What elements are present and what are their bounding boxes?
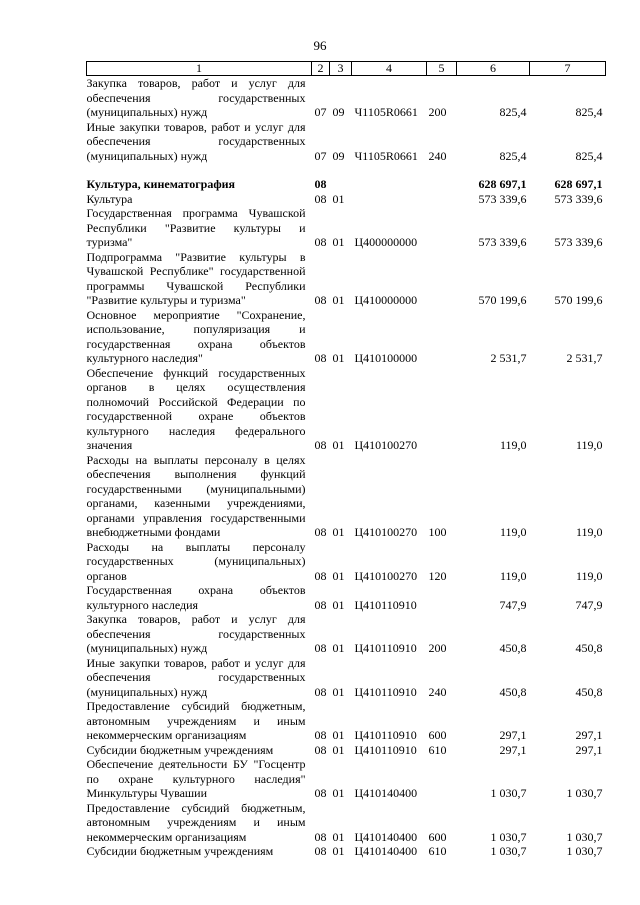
table-row — [87, 192, 606, 207]
column-header: 7 — [530, 62, 606, 76]
target-article-cell: Ц410140400 — [354, 844, 418, 858]
table-row — [87, 366, 606, 453]
amount-cell: 450,8 — [575, 684, 603, 699]
subsection-code-cell: 01 — [332, 728, 345, 742]
row-name-cell: Расходы на выплаты персоналу государственных (муниципальных) органов — [86, 539, 306, 583]
table-row — [87, 453, 606, 540]
row-name-cell: Государственная охрана объектов культурного наследия — [86, 583, 306, 612]
amount-cell: 119,0 — [575, 568, 603, 583]
subsection-code-cell: 01 — [332, 191, 345, 206]
subsection-code-cell: 01 — [332, 597, 345, 612]
column-header: 5 — [427, 62, 457, 76]
expense-type-cell — [427, 177, 457, 192]
subsection-code-cell: 09 — [332, 148, 345, 163]
table-row — [87, 656, 606, 700]
row-name-cell: Государственная программа Чувашской Республики "Развитие культуры и туризма" — [86, 206, 306, 249]
spacer-row — [87, 163, 606, 177]
amount-cell: 1 030,7 — [490, 786, 527, 800]
column-header: 3 — [330, 62, 352, 76]
amount-cell: 573 339,6 — [478, 191, 527, 206]
expense-type-cell — [427, 192, 457, 207]
expense-type-cell: 610 — [428, 742, 447, 757]
subsection-code-cell: 01 — [332, 742, 345, 757]
amount-cell: 297,1 — [499, 742, 527, 757]
amount-cell: 297,1 — [499, 728, 527, 742]
section-code-cell: 08 — [314, 293, 327, 307]
table-row — [87, 801, 606, 845]
table-row — [87, 250, 606, 308]
section-code-cell: 08 — [314, 728, 327, 742]
amount-cell: 119,0 — [575, 438, 603, 452]
section-code-cell: 08 — [314, 235, 327, 249]
amount-cell: 1 030,7 — [566, 844, 603, 858]
subsection-code-cell — [330, 177, 352, 192]
target-article-cell: Ч1105R0661 — [354, 105, 418, 119]
row-name-cell: Субсидии бюджетным учреждениям — [86, 742, 274, 757]
target-article-cell: Ц410110910 — [354, 641, 417, 655]
expense-type-cell: 240 — [428, 684, 447, 699]
amount-cell: 628 697,1 — [478, 177, 527, 191]
section-code-cell: 08 — [314, 742, 327, 757]
subsection-code-cell: 01 — [332, 351, 345, 365]
expense-type-cell: 200 — [428, 641, 447, 655]
expense-type-cell: 240 — [428, 148, 447, 163]
row-name-cell: Иные закупки товаров, работ и услуг для обеспечения государственных (муниципальных) нужд — [86, 119, 306, 163]
table-row — [87, 583, 606, 612]
target-article-cell: Ц410100270 — [354, 568, 418, 583]
section-code-cell: 08 — [314, 351, 327, 365]
table-body — [87, 76, 606, 859]
expense-type-cell: 120 — [428, 568, 447, 583]
table-row — [87, 308, 606, 366]
amount-cell: 1 030,7 — [566, 829, 603, 844]
amount-cell: 570 199,6 — [478, 293, 527, 307]
section-code-cell: 08 — [314, 525, 327, 539]
target-article-cell: Ц410100270 — [354, 438, 418, 452]
subsection-code-cell: 01 — [332, 786, 345, 800]
amount-cell: 2 531,7 — [566, 351, 603, 365]
page-number: 96 — [313, 38, 327, 53]
expense-type-cell: 100 — [428, 525, 447, 539]
amount-cell: 2 531,7 — [490, 351, 527, 365]
subsection-code-cell: 01 — [332, 525, 345, 539]
amount-cell: 825,4 — [499, 105, 527, 119]
section-code-cell: 08 — [314, 829, 327, 844]
subsection-code-cell: 01 — [332, 293, 345, 307]
row-name-cell: Закупка товаров, работ и услуг для обеспечения государственных (муниципальных) нужд — [86, 76, 306, 119]
table-row — [87, 120, 606, 164]
section-code-cell: 08 — [314, 641, 327, 655]
section-code-cell: 08 — [314, 568, 327, 583]
amount-cell: 119,0 — [499, 568, 527, 583]
target-article-cell: Ц410140400 — [354, 786, 418, 800]
amount-cell: 1 030,7 — [490, 844, 527, 858]
amount-cell: 570 199,6 — [554, 293, 603, 307]
target-article-cell: Ц410110910 — [354, 684, 417, 699]
subsection-code-cell: 01 — [332, 684, 345, 699]
row-name-cell: Иные закупки товаров, работ и услуг для обеспечения государственных (муниципальных) нужд — [86, 655, 306, 699]
amount-cell: 119,0 — [499, 525, 527, 539]
row-name-cell: Предоставление субсидий бюджетным, автономным учреждениям и иным некоммерческим организациям — [86, 699, 306, 742]
row-name-cell: Закупка товаров, работ и услуг для обеспечения государственных (муниципальных) нужд — [86, 612, 306, 655]
subsection-code-cell: 01 — [332, 235, 345, 249]
amount-cell: 297,1 — [575, 742, 603, 757]
row-name-cell: Обеспечение функций государственных органов в целях осуществления полномочий Российской Федерации по государственной охране объектов культурного наследия федерального значения — [86, 365, 306, 452]
row-name-cell: Субсидии бюджетным учреждениям — [86, 844, 274, 858]
section-code-cell: 08 — [314, 597, 327, 612]
column-header: 4 — [352, 62, 427, 76]
amount-cell: 573 339,6 — [478, 235, 527, 249]
amount-cell: 450,8 — [499, 684, 527, 699]
table-row — [87, 76, 606, 120]
target-article-cell — [352, 192, 427, 207]
column-header: 1 — [87, 62, 312, 76]
table-row — [87, 177, 606, 192]
expense-type-cell — [427, 583, 457, 612]
expense-type-cell: 200 — [428, 105, 447, 119]
row-name-cell: Расходы на выплаты персоналу в целях обеспечения выполнения функций государственными (муниципальными) органами, казенными учреждениями, органами управления государственными внебюджетными фондами — [86, 452, 306, 539]
table-row — [87, 844, 606, 859]
section-code-cell: 08 — [314, 191, 327, 206]
row-name-cell: Предоставление субсидий бюджетным, автономным учреждениям и иным некоммерческим организациям — [86, 800, 306, 844]
section-code-cell: 07 — [314, 148, 327, 163]
expense-type-cell — [427, 757, 457, 801]
table-row — [87, 757, 606, 801]
section-code-cell: 08 — [314, 786, 327, 800]
target-article-cell — [352, 177, 427, 192]
amount-cell: 825,4 — [575, 148, 603, 163]
expense-type-cell: 600 — [428, 728, 447, 742]
expense-type-cell — [427, 206, 457, 250]
amount-cell: 747,9 — [575, 597, 603, 612]
target-article-cell: Ц400000000 — [354, 235, 418, 249]
amount-cell: 119,0 — [499, 438, 527, 452]
amount-cell: 628 697,1 — [554, 177, 603, 191]
target-article-cell: Ц410100000 — [354, 351, 418, 365]
subsection-code-cell: 01 — [332, 438, 345, 452]
amount-cell: 297,1 — [575, 728, 603, 742]
row-name-cell: Культура, кинематография — [86, 177, 236, 191]
row-name-cell: Обеспечение деятельности БУ "Госцентр по охране культурного наследия" Минкультуры Чувашии — [86, 757, 306, 800]
amount-cell: 119,0 — [575, 525, 603, 539]
table-row — [87, 540, 606, 584]
section-code-cell: 08 — [314, 684, 327, 699]
column-header: 6 — [457, 62, 530, 76]
section-code-cell: 08 — [314, 844, 327, 858]
expense-type-cell: 610 — [428, 844, 447, 858]
target-article-cell: Ч1105R0661 — [354, 148, 418, 163]
expense-type-cell — [427, 366, 457, 453]
target-article-cell: Ц410110910 — [354, 728, 417, 742]
subsection-code-cell: 01 — [332, 641, 345, 655]
target-article-cell: Ц410000000 — [354, 293, 418, 307]
subsection-code-cell: 09 — [332, 105, 345, 119]
subsection-code-cell: 01 — [332, 568, 345, 583]
column-header: 2 — [312, 62, 330, 76]
table-row — [87, 743, 606, 758]
expense-type-cell: 600 — [428, 829, 447, 844]
table-row — [87, 206, 606, 250]
table-row — [87, 612, 606, 656]
target-article-cell: Ц410110910 — [354, 597, 417, 612]
row-name-cell: Подпрограмма "Развитие культуры в Чувашской Республике" государственной программы Чувашской Республики "Развитие культуры и туризма" — [86, 249, 306, 307]
amount-cell: 573 339,6 — [554, 191, 603, 206]
section-code-cell: 08 — [314, 438, 327, 452]
amount-cell: 825,4 — [575, 105, 603, 119]
target-article-cell: Ц410140400 — [354, 829, 418, 844]
target-article-cell: Ц410110910 — [354, 742, 417, 757]
amount-cell: 573 339,6 — [554, 235, 603, 249]
amount-cell: 825,4 — [499, 148, 527, 163]
subsection-code-cell: 01 — [332, 844, 345, 858]
expense-type-cell — [427, 250, 457, 308]
amount-cell: 1 030,7 — [566, 786, 603, 800]
row-name-cell: Культура — [86, 191, 133, 206]
row-name-cell: Основное мероприятие "Сохранение, использование, популяризация и государственная охрана объектов культурного наследия" — [86, 307, 306, 365]
section-code-cell: 08 — [314, 177, 327, 191]
amount-cell: 450,8 — [499, 641, 527, 655]
table-row — [87, 699, 606, 743]
section-code-cell: 07 — [314, 105, 327, 119]
budget-table — [86, 61, 606, 859]
amount-cell: 1 030,7 — [490, 829, 527, 844]
target-article-cell: Ц410100270 — [354, 525, 418, 539]
amount-cell: 450,8 — [575, 641, 603, 655]
expense-type-cell — [427, 308, 457, 366]
subsection-code-cell: 01 — [332, 829, 345, 844]
table-header-row — [87, 62, 606, 76]
amount-cell: 747,9 — [499, 597, 527, 612]
